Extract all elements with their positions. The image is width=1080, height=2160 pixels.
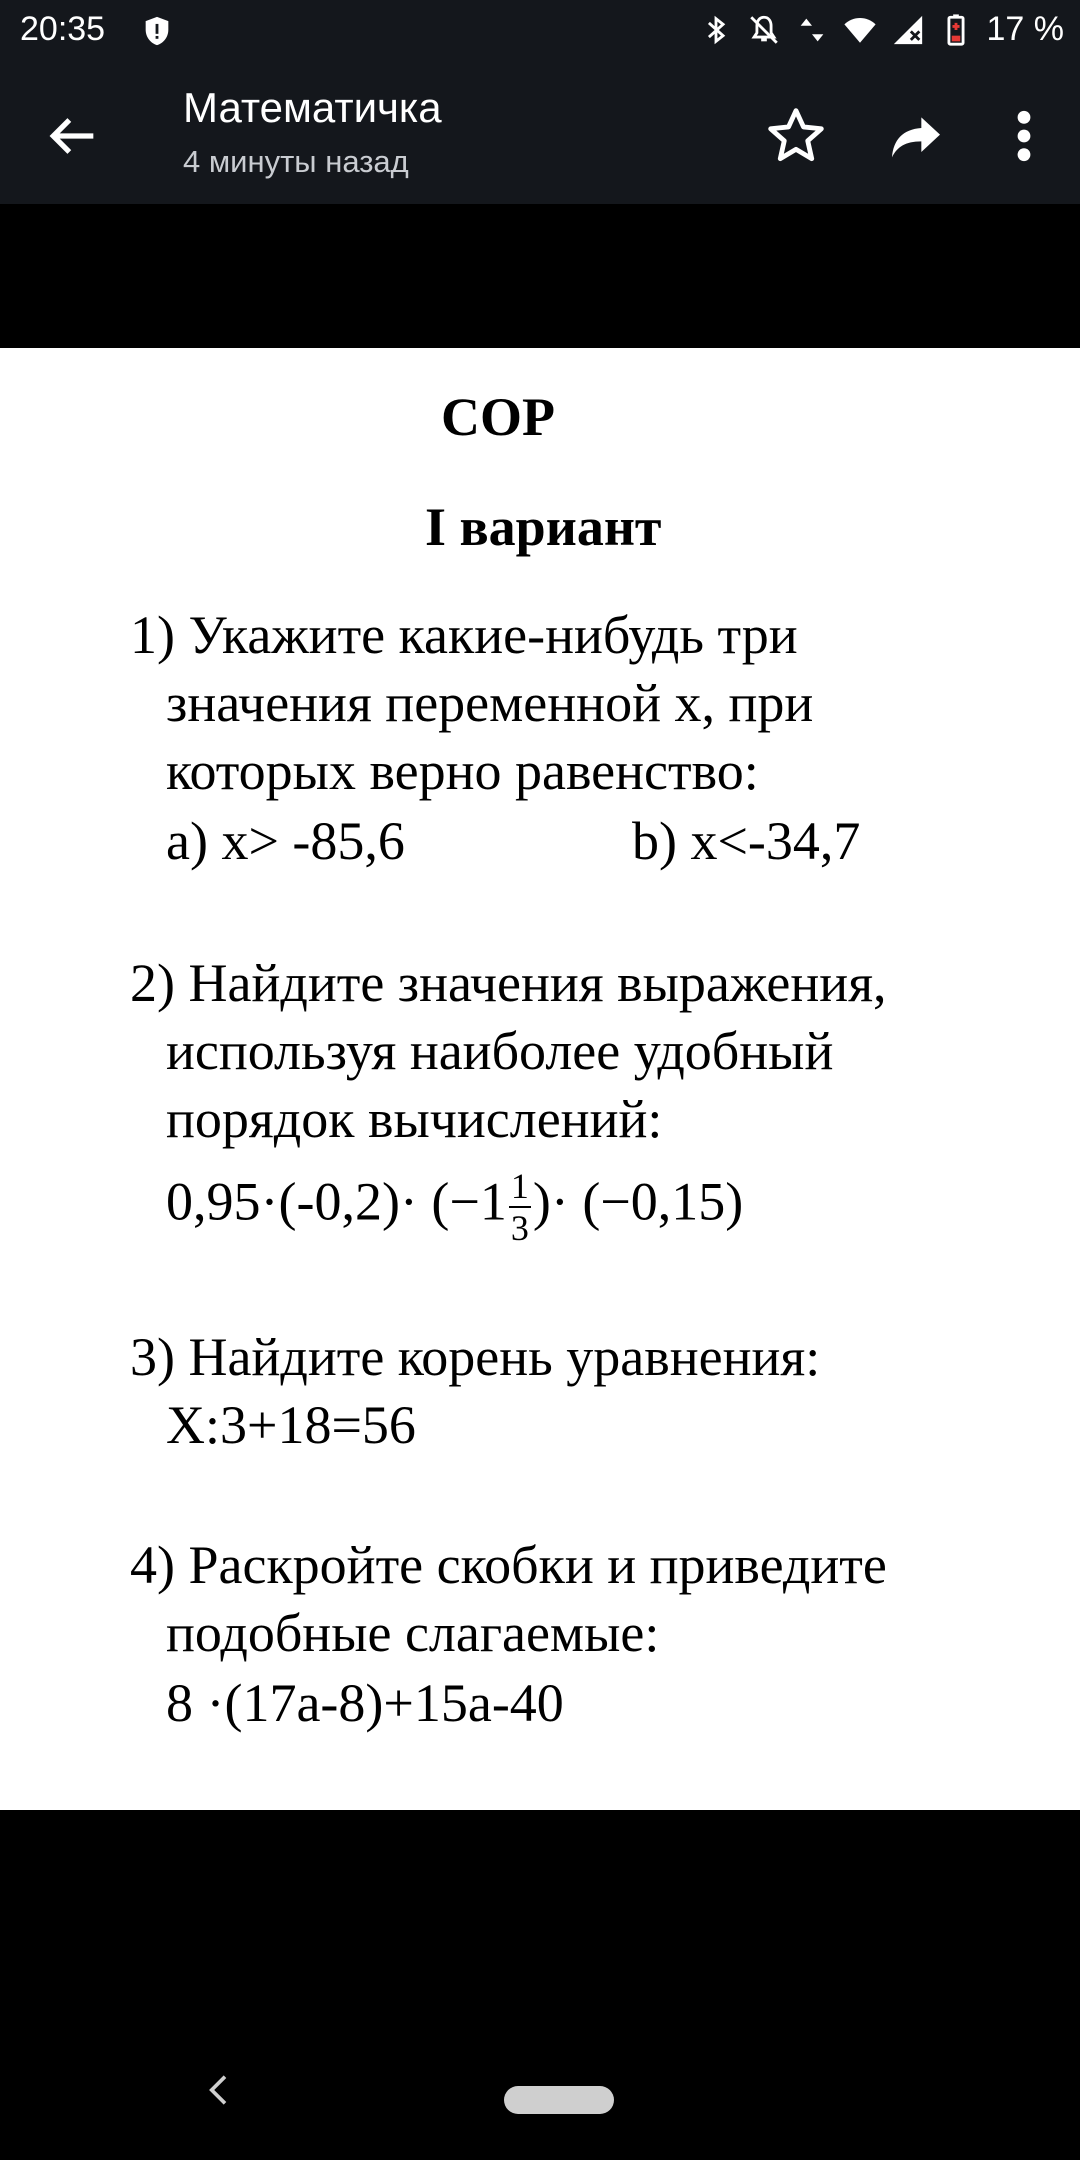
question-1-line-3: которых верно равенство:	[166, 741, 759, 801]
question-3-line-2: Х:3+18=56	[166, 1395, 416, 1455]
app-bar	[0, 64, 1080, 204]
home-pill-button[interactable]	[504, 2086, 614, 2114]
cell-signal-icon	[891, 13, 925, 47]
chat-title: Математичка	[183, 84, 442, 131]
question-1-option-b: b) х<-34,7	[632, 811, 861, 871]
status-icons	[699, 10, 1065, 49]
question-2-line-2: используя наиболее удобный	[166, 1021, 834, 1081]
bluetooth-icon	[699, 13, 733, 47]
expression-part-2: )· (−0,15)	[532, 1171, 744, 1232]
question-4-line-2: подобные слагаемые:	[166, 1603, 660, 1663]
status-time: 20:35	[20, 10, 106, 48]
doc-heading-sor: СОР	[441, 387, 555, 447]
document-image[interactable]	[0, 348, 1080, 1810]
question-1-line-2: значения переменной х, при	[166, 673, 814, 733]
doc-heading-variant: I вариант	[425, 497, 662, 557]
question-2-line-1: 2) Найдите значения выражения,	[130, 953, 887, 1013]
notifications-off-icon	[747, 13, 781, 47]
fraction-denominator: 3	[510, 1208, 529, 1248]
battery-icon	[939, 13, 973, 47]
shield-alert-icon	[140, 14, 174, 48]
forward-icon[interactable]	[884, 104, 948, 168]
more-options-icon[interactable]	[1000, 104, 1048, 168]
question-1-line-1: 1) Укажите какие-нибудь три	[130, 605, 798, 665]
nav-back-chevron-icon[interactable]	[200, 2070, 240, 2110]
question-4-line-1: 4) Раскройте скобки и приведите	[130, 1535, 887, 1595]
question-4-line-3: 8 ·(17а-8)+15а-40	[166, 1673, 564, 1733]
navigation-bar	[0, 1990, 1080, 2160]
data-arrows-icon	[795, 13, 829, 47]
question-1-option-a: а) х> -85,6	[166, 811, 405, 871]
wifi-icon	[843, 13, 877, 47]
fraction-numerator: 1	[510, 1166, 529, 1206]
question-2-line-3: порядок вычислений:	[166, 1089, 663, 1149]
status-bar	[0, 0, 1080, 64]
question-3-line-1: 3) Найдите корень уравнения:	[130, 1327, 821, 1387]
fraction	[509, 1168, 531, 1246]
timestamp: 4 минуты назад	[183, 144, 409, 179]
question-2-expression	[166, 1168, 743, 1246]
back-arrow-icon[interactable]	[40, 104, 104, 168]
battery-percent: 17 %	[986, 10, 1064, 48]
expression-part-1: 0,95·(-0,2)· (−1	[166, 1171, 507, 1232]
star-icon[interactable]	[764, 104, 828, 168]
